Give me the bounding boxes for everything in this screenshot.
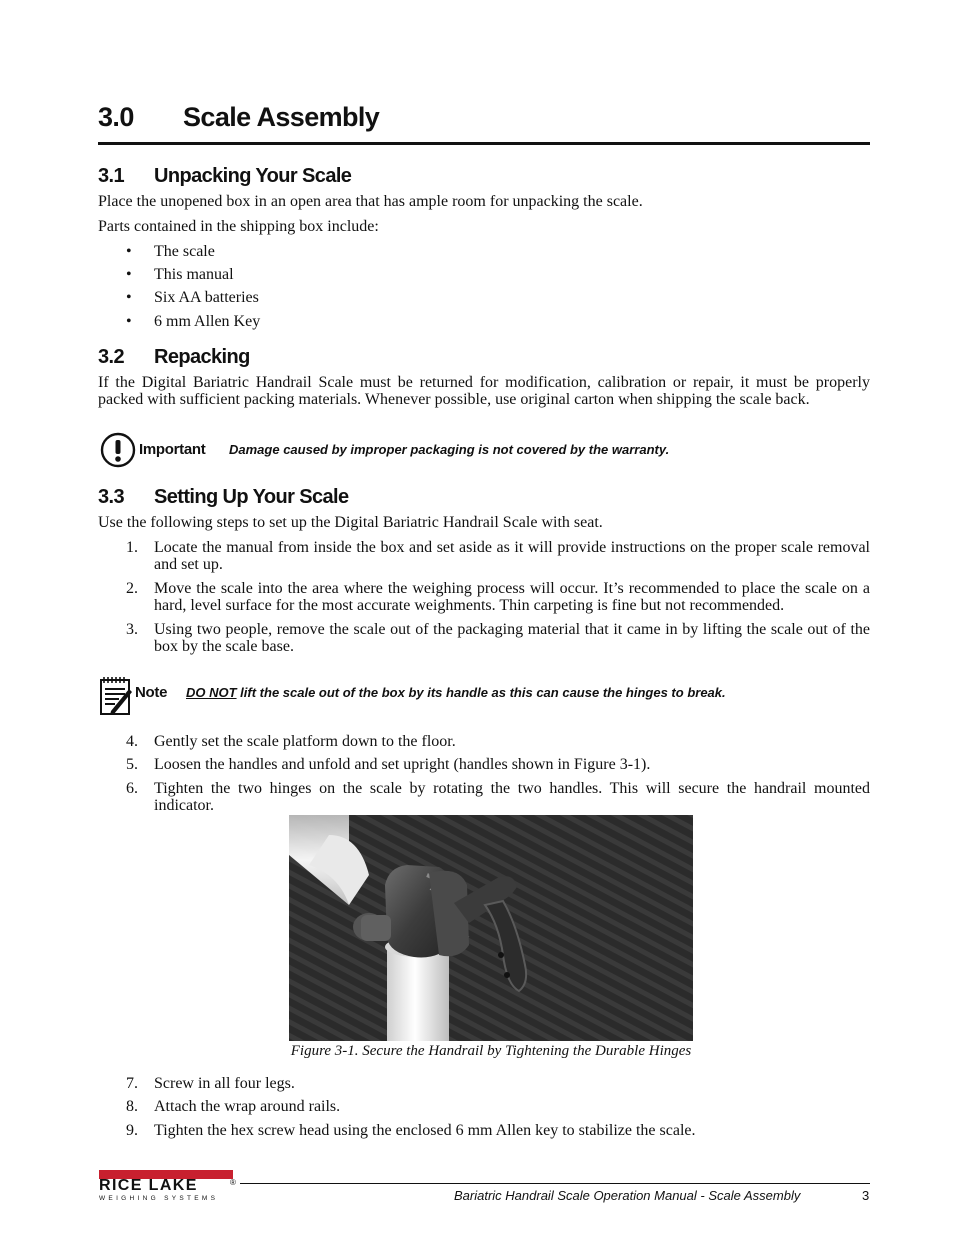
subsection-number-3-2: 3.2 [98,346,125,368]
step-list [98,733,870,814]
bullet-marker: • [126,313,132,330]
step-text: Loosen the handles and unfold and set upright (handles shown in Figure 3-1). [154,756,651,773]
paragraph: Parts contained in the shipping box include: [98,218,379,235]
list-item-text: Six AA batteries [154,289,259,306]
list-item [98,539,870,573]
list-item [98,756,870,773]
step-number: 5. [126,756,138,773]
step-text: Attach the wrap around rails. [154,1098,341,1115]
important-callout [100,432,870,468]
step-number: 2. [126,580,138,597]
list-item [98,580,870,614]
step-number: 7. [126,1075,138,1092]
step-text: Locate the manual from inside the box and set aside as it will provide instructions on the proper scale removal and set up. [154,539,870,573]
subsection-title-3-2: Repacking [154,346,250,368]
list-item [98,289,398,313]
figure-photo [289,815,693,1041]
list-item-text: The scale [154,243,215,260]
step-text: Gently set the scale platform down to the floor. [154,733,456,750]
paragraph: If the Digital Bariatric Handrail Scale must be returned for modification, calibration or repair, it must be properly packed with sufficient packing materials. Whenever possible, use original carton when shipping the scale back. [98,374,870,408]
step-number: 4. [126,733,138,750]
list-item [98,1098,870,1115]
notepad-icon [99,675,133,717]
list-item [98,243,398,266]
page-number: 3 [862,1188,870,1203]
step-list [98,539,870,655]
note-text [186,685,726,700]
hinge-photo-illustration [289,815,693,1041]
important-text: Damage caused by improper packaging is not covered by the warranty. [229,442,670,457]
bullet-list [98,243,398,336]
step-number: 9. [126,1122,138,1139]
footer-title: Bariatric Handrail Scale Operation Manual - Scale Assembly [454,1188,801,1203]
note-body: lift the scale out of the box by its handle as this can cause the hinges to break. [236,685,726,700]
section-rule [98,142,870,145]
bullet-marker: • [126,243,132,260]
exclamation-icon [100,432,136,468]
paragraph: Place the unopened box in an open area that has ample room for unpacking the scale. [98,193,643,210]
step-text: Tighten the two hinges on the scale by rotating the two handles. This will secure the handrail mounted indicator. [154,780,870,814]
step-list [98,1075,870,1139]
important-label: Important [139,441,206,458]
list-item [98,266,398,289]
step-number: 6. [126,780,138,797]
footer-rule [240,1183,870,1184]
list-item [98,1122,870,1139]
subsection-number-3-3: 3.3 [98,486,125,508]
subsection-number-3-1: 3.1 [98,165,125,187]
subsection-title-3-1: Unpacking Your Scale [154,165,352,187]
rice-lake-logo [99,1170,239,1206]
step-number: 3. [126,621,138,638]
list-item-text: 6 mm Allen Key [154,313,261,330]
note-emphasis: DO NOT [186,685,237,700]
step-text: Move the scale into the area where the weighing process will occur. It’s recommended to place the scale on a hard, level surface for the most accurate weighments. Thin carpeting is fine but not recommended. [154,580,870,614]
section-title: Scale Assembly [183,102,380,132]
step-number: 1. [126,539,138,556]
list-item [98,733,870,750]
logo-subtitle: WEIGHING SYSTEMS [99,1195,219,1202]
step-text: Tighten the hex screw head using the enclosed 6 mm Allen key to stabilize the scale. [154,1122,696,1139]
bullet-marker: • [126,266,132,283]
subsection-title-3-3: Setting Up Your Scale [154,486,349,508]
bullet-marker: • [126,289,132,306]
section-number: 3.0 [98,102,134,132]
logo-registered: ® [230,1178,236,1187]
list-item [98,313,398,336]
note-callout [99,675,870,717]
step-number: 8. [126,1098,138,1115]
step-text: Screw in all four legs. [154,1075,295,1092]
list-item [98,780,870,814]
note-label: Note [135,684,168,701]
list-item [98,621,870,655]
paragraph: Use the following steps to set up the Digital Bariatric Handrail Scale with seat. [98,514,603,531]
list-item [98,1075,870,1092]
list-item-text: This manual [154,266,234,283]
logo-wordmark: RICE LAKE [99,1177,198,1194]
step-text: Using two people, remove the scale out of the packaging material that it came in by lifting the scale out of the box by the scale base. [154,621,870,655]
figure-caption: Figure 3-1. Secure the Handrail by Tightening the Durable Hinges [290,1043,692,1059]
